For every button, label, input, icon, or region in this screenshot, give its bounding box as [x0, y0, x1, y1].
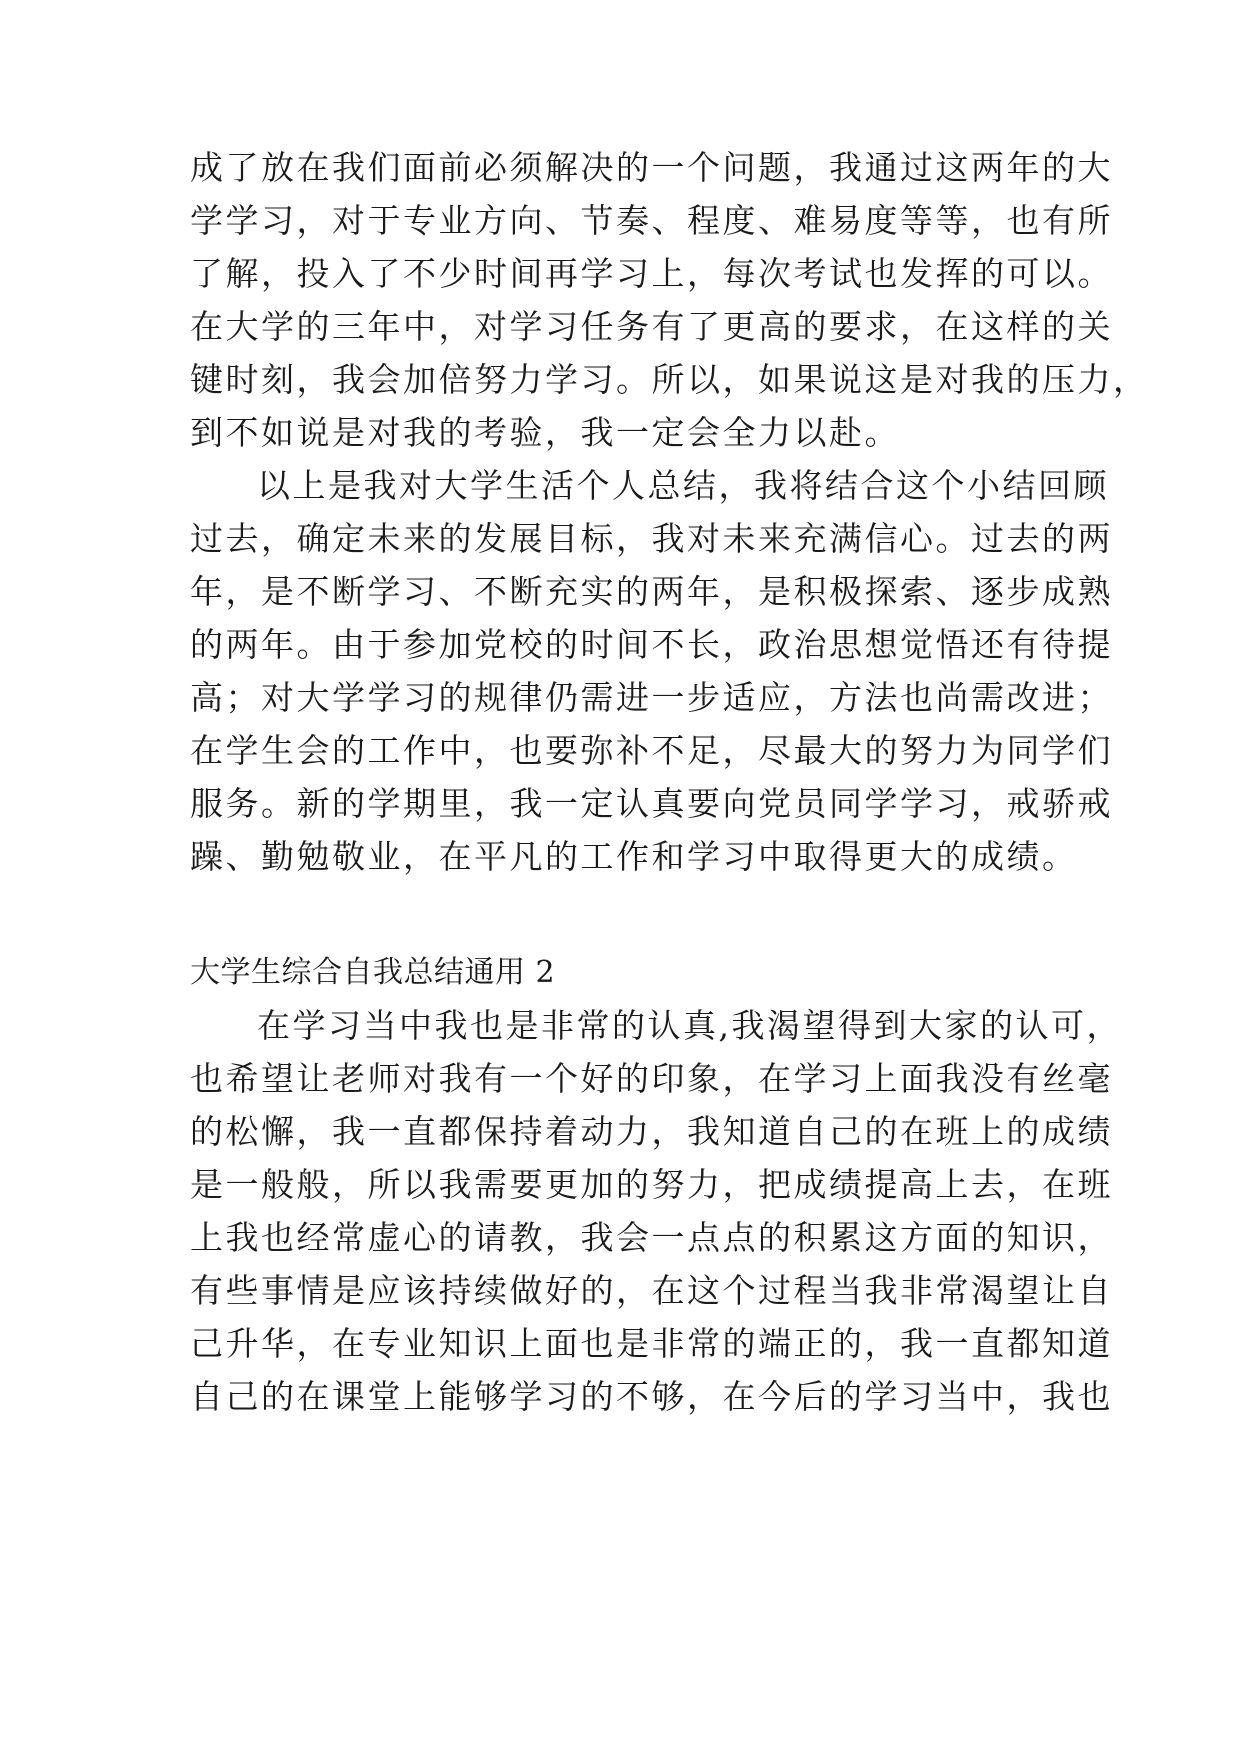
paragraph-2-line-2: 过去，确定未来的发展目标，我对未来充满信心。过去的两	[190, 519, 1113, 558]
paragraph-2-line-7: 服务。新的学期里，我一定认真要向党员同学学习，戒骄戒	[190, 784, 1113, 823]
paragraph-3-line-1: 在学习当中我也是非常的认真,我渴望得到大家的认可，	[257, 1006, 1122, 1045]
paragraph-3-line-3: 的松懈，我一直都保持着动力，我知道自己的在班上的成绩	[190, 1112, 1113, 1151]
paragraph-2-line-1: 以上是我对大学生活个人总结，我将结合这个小结回顾	[257, 466, 1109, 505]
section-heading: 大学生综合自我总结通用 2	[190, 955, 556, 990]
paragraph-1-line-2: 学学习，对于专业方向、节奏、程度、难易度等等，也有所	[190, 201, 1113, 240]
paragraph-2-line-8: 躁、勤勉敬业，在平凡的工作和学习中取得更大的成绩。	[190, 837, 1078, 876]
paragraph-1-line-3: 了解，投入了不少时间再学习上，每次考试也发挥的可以。	[190, 254, 1113, 293]
paragraph-1-line-4: 在大学的三年中，对学习任务有了更高的要求，在这样的关	[190, 307, 1113, 346]
paragraph-3-line-6: 有些事情是应该持续做好的，在这个过程当我非常渴望让自	[190, 1271, 1113, 1310]
paragraph-1-line-1: 成了放在我们面前必须解决的一个问题，我通过这两年的大	[190, 148, 1113, 187]
paragraph-3-line-7: 己升华，在专业知识上面也是非常的端正的，我一直都知道	[190, 1324, 1113, 1363]
paragraph-2-line-4: 的两年。由于参加党校的时间不长，政治思想觉悟还有待提	[190, 625, 1113, 664]
paragraph-1-line-5: 键时刻，我会加倍努力学习。所以，如果说这是对我的压力，	[190, 360, 1149, 399]
paragraph-2-line-3: 年，是不断学习、不断充实的两年，是积极探索、逐步成熟	[190, 572, 1113, 611]
paragraph-1-line-6: 到不如说是对我的考验，我一定会全力以赴。	[190, 413, 900, 452]
paragraph-2-line-6: 在学生会的工作中，也要弥补不足，尽最大的努力为同学们	[190, 731, 1113, 770]
paragraph-2-line-5: 高；对大学学习的规律仍需进一步适应，方法也尚需改进；	[190, 678, 1113, 717]
paragraph-3-line-4: 是一般般，所以我需要更加的努力，把成绩提高上去，在班	[190, 1165, 1113, 1204]
paragraph-3-line-2: 也希望让老师对我有一个好的印象，在学习上面我没有丝毫	[190, 1059, 1113, 1098]
paragraph-3-line-5: 上我也经常虚心的请教，我会一点点的积累这方面的知识，	[190, 1218, 1113, 1257]
paragraph-3-line-8: 自己的在课堂上能够学习的不够，在今后的学习当中，我也	[190, 1377, 1113, 1416]
